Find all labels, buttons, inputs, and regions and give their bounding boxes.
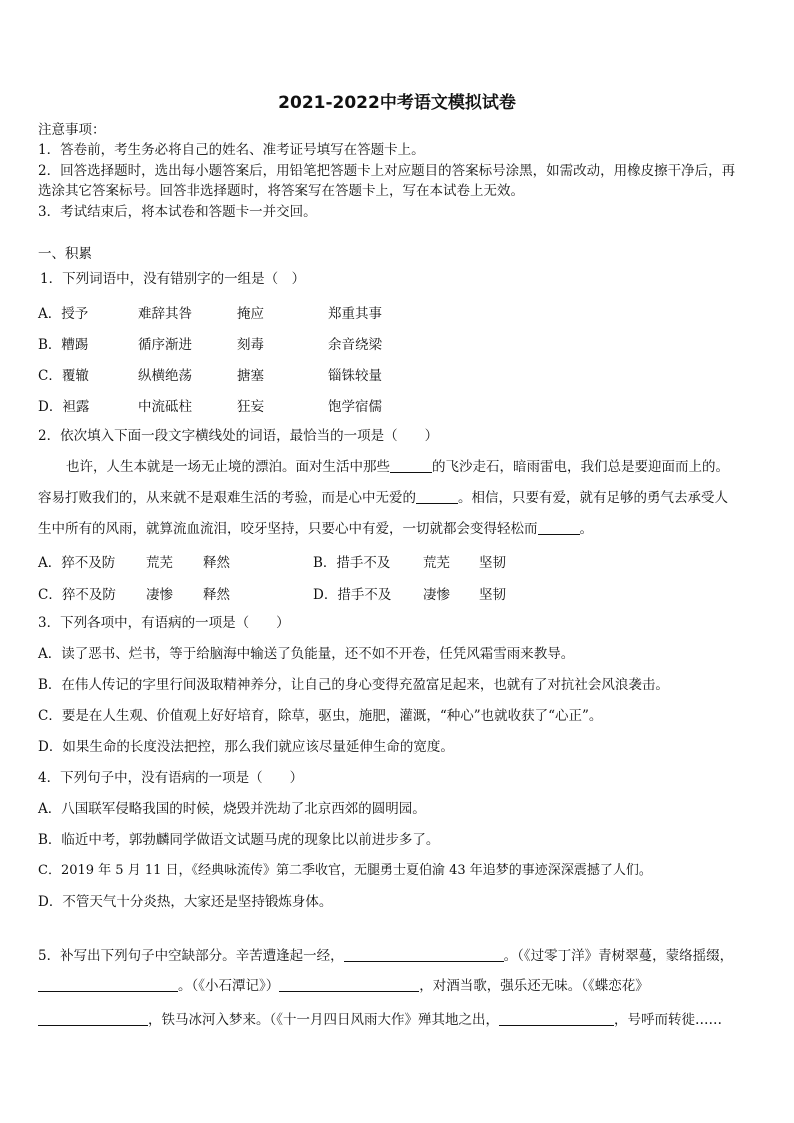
q1-option-a-1: A．授予 (38, 306, 89, 322)
q4-option-c: C．2019 年 5 月 11 日，《经典咏流传》第二季收官，无腿勇士夏伯渝 43 年追梦的事迹深深震撼了人们。 (38, 863, 652, 878)
q2-option-c-3: 释然 (203, 587, 230, 603)
q2-passage-line-1 (66, 458, 729, 476)
q2-option-d-1: D．措手不及 (313, 587, 392, 603)
q4-option-d: D．不管天气十分炎热，大家还是坚持锻炼身体。 (38, 894, 333, 910)
section-heading: 一、积累 (38, 246, 92, 262)
q1-option-c-2: 纵横绝荡 (138, 368, 192, 384)
q2-option-c-1: C．猝不及防 (38, 587, 116, 603)
page-title: 2021-2022中考语文模拟试卷 (278, 93, 516, 113)
q1-option-b-2: 循序渐进 (138, 337, 192, 353)
q1-option-b-4: 余音绕梁 (328, 337, 382, 353)
answer-blank (344, 947, 504, 962)
q2-passage-text: 。 (579, 521, 593, 537)
q2-option-c-2: 凄惨 (146, 587, 173, 603)
q2-stem: 2．依次填入下面一段文字横线处的词语，最恰当的一项是（ ） (38, 428, 439, 444)
q3-option-a: A．读了恶书、烂书，等于给脑海中输送了负能量，还不如不开卷，任凭风霜雪雨来教导。 (38, 646, 575, 662)
q2-option-b-2: 荒芜 (423, 555, 450, 571)
q1-option-a-2: 难辞其咎 (138, 306, 192, 322)
q2-passage-text: 的飞沙走石，暗雨雷电，我们总是要迎面而上的。 (432, 459, 729, 475)
q1-option-c-1: C．覆辙 (38, 368, 89, 384)
q5-text: ，号呼而转徙…… (614, 1012, 722, 1028)
q2-passage-line-2 (38, 489, 728, 507)
q1-option-b-3: 刻毒 (237, 337, 264, 353)
q2-option-b-3: 坚韧 (479, 555, 506, 571)
answer-blank (279, 977, 419, 992)
q3-option-b: B．在伟人传记的字里行间汲取精神养分，让自己的身心变得充盈富足起来，也就有了对抗社会风浪袭击。 (38, 677, 669, 693)
answer-blank (38, 1011, 148, 1026)
q2-option-a-1: A．猝不及防 (38, 555, 116, 571)
q2-passage-text: 。相信，只要有爱，就有足够的勇气去承受人 (458, 490, 728, 506)
answer-blank (538, 520, 580, 535)
q5-line-1 (38, 947, 733, 965)
q2-option-d-2: 凄惨 (423, 587, 450, 603)
q1-option-d-3: 狂妄 (237, 399, 264, 415)
q1-option-d-2: 中流砥柱 (138, 399, 192, 415)
q5-text: ，对酒当歌，强乐还无味。（《蝶恋花》 (419, 978, 649, 994)
q5-text: 5．补写出下列句子中空缺部分。辛苦遭逢起一经， (38, 948, 344, 964)
q2-option-a-2: 荒芜 (146, 555, 173, 571)
q5-text: 。（《小石潭记》） (178, 978, 280, 994)
q4-option-b: B．临近中考，郭勃麟同学做语文试题马虎的现象比以前进步多了。 (38, 832, 440, 848)
q2-option-b-1: B．措手不及 (313, 555, 391, 571)
notice-heading: 注意事项： (38, 122, 106, 138)
q5-line-3 (38, 1011, 722, 1029)
notice-item-3: 3．考试结束后，将本试卷和答题卡一并交回。 (38, 204, 317, 220)
notice-item-2: 2．回答选择题时，选出每小题答案后，用铅笔把答题卡上对应题目的答案标号涂黑，如需改动，用橡皮擦干净后，再 (38, 163, 736, 179)
answer-blank (416, 489, 458, 504)
q2-option-a-3: 释然 (203, 555, 230, 571)
q5-text: 。（《过零丁洋》青树翠蔓，蒙络摇缀， (503, 948, 734, 964)
notice-item-1: 1．答卷前，考生务必将自己的姓名、准考证号填写在答题卡上。 (38, 142, 425, 158)
answer-blank (390, 458, 432, 473)
q3-option-d: D．如果生命的长度没法把控，那么我们就应该尽量延伸生命的宽度。 (38, 739, 454, 755)
q1-option-b-1: B．糟踢 (38, 337, 89, 353)
q1-option-a-4: 郑重其事 (328, 306, 382, 322)
notice-item-2-cont: 选涂其它答案标号。回答非选择题时，将答案写在答题卡上，写在本试卷上无效。 (38, 183, 524, 199)
q2-passage-text: 也许，人生本就是一场无止境的漂泊。面对生活中那些 (66, 459, 390, 475)
answer-blank (499, 1011, 614, 1026)
q1-option-a-3: 掩应 (237, 306, 264, 322)
q1-option-d-1: D．袒露 (38, 399, 90, 415)
q5-line-2 (38, 977, 649, 995)
q2-passage-text: 容易打败我们的，从来就不是艰难生活的考验，而是心中无爱的 (38, 490, 416, 506)
q3-stem: 3．下列各项中，有语病的一项是（ ） (38, 615, 290, 631)
q1-option-c-4: 锱铢较量 (328, 368, 382, 384)
q5-text: ，铁马冰河入梦来。（《十一月四日风雨大作》殚其地之出， (148, 1012, 499, 1028)
q4-option-a: A．八国联军侵略我国的时候，烧毁并洗劫了北京西郊的圆明园。 (38, 801, 426, 817)
q2-option-d-3: 坚韧 (479, 587, 506, 603)
q2-passage-line-3 (38, 520, 593, 538)
q1-option-d-4: 饱学宿儒 (328, 399, 382, 415)
q1-option-c-3: 搪塞 (237, 368, 264, 384)
q1-stem: 1．下列词语中，没有错别字的一组是（ ） (40, 271, 306, 287)
q2-passage-text: 生中所有的风雨，就算流血流泪，咬牙坚持，只要心中有爱，一切就都会变得轻松而 (38, 521, 538, 537)
q3-option-c: C．要是在人生观、价值观上好好培育，除草，驱虫，施肥，灌溉，“种心”也就收获了“心正”。 (38, 708, 603, 724)
q4-stem: 4．下列句子中，没有语病的一项是（ ） (38, 770, 304, 786)
answer-blank (38, 977, 178, 992)
